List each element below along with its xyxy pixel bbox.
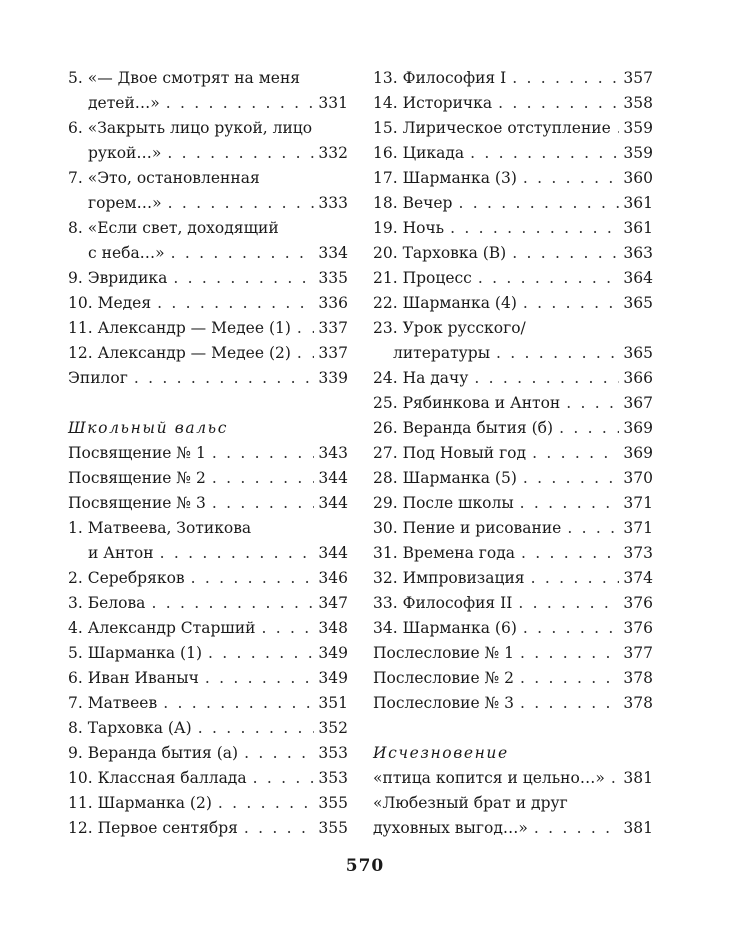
toc-entry [68,141,348,166]
toc-entry [373,816,653,841]
toc-entry-page: 365 [623,294,653,312]
toc-entry [68,516,348,541]
toc-entry [373,516,653,541]
toc-entry-title: 10. Классная баллада [68,769,247,787]
toc-entry-page: 333 [318,194,348,212]
toc-entry-page: 366 [623,369,653,387]
toc-entry-title: 2. Серебряков [68,569,185,587]
dot-leader [523,616,620,641]
toc-entry [68,466,348,491]
dot-leader [166,91,315,116]
toc-entry-title: Посвящение № 3 [68,494,206,512]
toc-entry-title: 24. На дачу [373,369,469,387]
toc-entry [68,716,348,741]
toc-entry [373,66,653,91]
toc-right-column [373,66,653,841]
toc-entry-title: 12. Первое сентября [68,819,238,837]
section-heading: Исчезновение [373,744,509,762]
toc-entry-title: 6. «Закрыть лицо рукой, лицо [68,119,313,137]
toc-entry-title: Посвящение № 1 [68,444,206,462]
toc-entry-title: 17. Шарманка (3) [373,169,517,187]
toc-entry-title: Послесловие № 1 [373,644,515,662]
toc-entry-page: 377 [623,644,653,662]
dot-leader [163,691,314,716]
toc-entry [68,66,348,91]
toc-entry [68,541,348,566]
dot-leader [261,616,314,641]
toc-entry [68,116,348,141]
toc-entry-title: 14. Историчка [373,94,493,112]
toc-entry [373,641,653,666]
toc-entry-title: духовных выгод…» [373,819,528,837]
toc-entry-page: 361 [623,194,653,212]
dot-leader [523,291,620,316]
toc-entry-title: 10. Медея [68,294,152,312]
dot-leader [160,541,315,566]
toc-entry [373,316,653,341]
toc-entry-title: 8. Тарховка (А) [68,719,192,737]
toc-entry-title: 31. Времена года [373,544,516,562]
toc-entry [68,316,348,341]
dot-leader [520,641,619,666]
toc-entry-page: 363 [623,244,653,262]
toc-entry [373,266,653,291]
toc-entry-title: 6. Иван Иваныч [68,669,199,687]
dot-leader [212,441,315,466]
toc-entry-title: горем…» [88,194,162,212]
toc-entry [68,241,348,266]
toc-entry [68,366,348,391]
dot-leader [534,816,620,841]
toc-entry-title: 30. Пение и рисование [373,519,562,537]
dot-leader [297,316,314,341]
toc-entry-page: 353 [318,769,348,787]
toc-entry-title: 15. Лирическое отступление [373,119,611,137]
toc-entry-page: 371 [623,519,653,537]
dot-leader [198,716,315,741]
toc-entry [68,691,348,716]
toc-entry-page: 381 [623,769,653,787]
toc-left-column [68,66,348,841]
toc-entry [68,766,348,791]
dot-leader [212,491,315,516]
toc-entry-page: 334 [318,244,348,262]
toc-entry [373,141,653,166]
toc-entry-title: 19. Ночь [373,219,445,237]
toc-entry [68,91,348,116]
toc-entry-page: 371 [623,494,653,512]
dot-leader [520,666,619,691]
toc-entry-title: 5. «— Двое смотрят на меня [68,69,301,87]
toc-entry-title: 13. Философия I [373,69,507,87]
dot-leader [450,216,619,241]
toc-entry [68,591,348,616]
toc-entry-title: Послесловие № 3 [373,694,515,712]
dot-leader [134,366,315,391]
toc-entry-title: 18. Вечер [373,194,453,212]
dot-leader [244,816,314,841]
dot-leader [297,341,314,366]
dot-leader [559,416,619,441]
dot-leader [532,441,619,466]
toc-entry [373,541,653,566]
toc-entry-page: 339 [318,369,348,387]
toc-entry [68,166,348,191]
dot-leader [498,91,619,116]
toc-entry-page: 361 [623,219,653,237]
toc-entry [373,416,653,441]
dot-leader [496,341,619,366]
toc-entry-title: 33. Философия II [373,594,513,612]
toc-entry-title: 22. Шарманка (4) [373,294,517,312]
toc-entry-title: 11. Александр — Медее (1) [68,319,291,337]
toc-entry-page: 373 [623,544,653,562]
toc-entry-title: 4. Александр Старший [68,619,256,637]
toc-entry-title: Послесловие № 2 [373,669,515,687]
toc-entry [373,566,653,591]
toc-entry-title: 21. Процесс [373,269,472,287]
toc-entry-page: 352 [318,719,348,737]
toc-entry-title: 9. Веранда бытия (а) [68,744,239,762]
toc-entry-page: 378 [623,694,653,712]
dot-leader [168,191,315,216]
dot-leader [523,466,620,491]
toc-entry-title: 16. Цикада [373,144,465,162]
toc-entry-title: «Любезный брат и друг [373,794,568,812]
toc-entry-title: 11. Шарманка (2) [68,794,212,812]
toc-entry [68,216,348,241]
section-heading: Школьный вальс [68,419,228,437]
dot-leader [191,566,315,591]
toc-entry-title: 12. Александр — Медее (2) [68,344,291,362]
dot-leader [157,291,314,316]
toc-entry [373,491,653,516]
dot-leader [611,766,620,791]
toc-entry-page: 332 [318,144,348,162]
toc-entry-page: 376 [623,594,653,612]
toc-entry [373,191,653,216]
dot-leader [567,516,619,541]
toc-entry-page: 351 [318,694,348,712]
toc-entry-page: 364 [623,269,653,287]
dot-leader [520,491,620,516]
toc-entry [373,116,653,141]
dot-leader [478,266,620,291]
toc-entry [373,591,653,616]
toc-entry-page: 360 [623,169,653,187]
dot-leader [171,241,315,266]
toc-entry-page: 370 [623,469,653,487]
page-number: 570 [345,856,385,876]
toc-entry-title: 28. Шарманка (5) [373,469,517,487]
toc-entry [68,491,348,516]
toc-entry [68,741,348,766]
toc-entry [373,766,653,791]
dot-leader [218,791,315,816]
toc-entry [373,341,653,366]
dot-leader [205,666,315,691]
toc-entry-title: «птица копится и цельно…» [373,769,605,787]
toc-entry-title: детей…» [88,94,160,112]
toc-entry-title: 9. Эвридика [68,269,168,287]
toc-entry [373,166,653,191]
toc-entry-title: Эпилог [68,369,128,387]
dot-leader [212,466,315,491]
toc-entry [373,91,653,116]
toc-entry-title: 27. Под Новый год [373,444,527,462]
toc-entry [68,266,348,291]
section-gap [373,716,653,741]
dot-leader [244,741,314,766]
toc-entry-title: 23. Урок русского/ [373,319,526,337]
dot-leader [521,541,619,566]
toc-entry-page: 374 [623,569,653,587]
toc-entry-page: 336 [318,294,348,312]
dot-leader [151,591,314,616]
dot-leader [474,366,619,391]
toc-entry-title: и Антон [88,544,154,562]
toc-entry-title: 20. Тарховка (В) [373,244,507,262]
toc-entry-title: 8. «Если свет, доходящий [68,219,279,237]
toc-entry-title: 5. Шарманка (1) [68,644,203,662]
toc-entry-page: 369 [623,419,653,437]
dot-leader [566,391,619,416]
toc-entry-page: 349 [318,669,348,687]
toc-entry-title: рукой…» [88,144,162,162]
dot-leader [531,566,620,591]
toc-entry-page: 335 [318,269,348,287]
toc-entry-page: 349 [318,644,348,662]
toc-entry-page: 367 [623,394,653,412]
toc-entry-page: 378 [623,669,653,687]
toc-entry-page: 359 [623,119,653,137]
toc-entry-page: 365 [623,344,653,362]
toc-entry-title: 26. Веранда бытия (б) [373,419,554,437]
toc-entry [373,366,653,391]
toc-entry [68,441,348,466]
toc-entry [373,666,653,691]
toc-entry-title: 25. Рябинкова и Антон [373,394,561,412]
toc-entry-page: 358 [623,94,653,112]
toc-entry-page: 347 [318,594,348,612]
toc-entry-title: 34. Шарманка (6) [373,619,517,637]
toc-entry-title: 7. «Это, остановленная [68,169,260,187]
toc-entry [68,341,348,366]
dot-leader [458,191,619,216]
toc-entry [373,691,653,716]
toc-entry [68,641,348,666]
toc-entry-title: 3. Белова [68,594,146,612]
dot-leader [253,766,315,791]
toc-entry-page: 346 [318,569,348,587]
toc-entry-title: 7. Матвеев [68,694,158,712]
dot-leader [523,166,620,191]
toc-entry [68,816,348,841]
toc-entry [373,441,653,466]
toc-entry [373,291,653,316]
toc-entry [68,291,348,316]
toc-entry [373,466,653,491]
dot-leader [173,266,314,291]
dot-leader [208,641,314,666]
toc-entry-page: 344 [318,469,348,487]
toc-entry-page: 344 [318,544,348,562]
toc-entry [373,791,653,816]
toc-entry-page: 343 [318,444,348,462]
toc-entry [68,791,348,816]
toc-entry-page: 355 [318,819,348,837]
toc-entry [373,391,653,416]
toc-entry-title: 29. После школы [373,494,514,512]
toc-entry-page: 357 [623,69,653,87]
toc-entry-page: 344 [318,494,348,512]
dot-leader [512,66,619,91]
toc-entry [68,666,348,691]
toc-entry-page: 369 [623,444,653,462]
toc-entry [68,566,348,591]
toc-entry-page: 331 [318,94,348,112]
toc-entry-page: 337 [318,344,348,362]
toc-entry-title: Посвящение № 2 [68,469,206,487]
toc-entry [373,216,653,241]
toc-entry-title: 1. Матвеева, Зотикова [68,519,252,537]
dot-leader [617,116,620,141]
toc-entry-page: 353 [318,744,348,762]
toc-entry-page: 355 [318,794,348,812]
toc-entry-title: с неба…» [88,244,165,262]
dot-leader [520,691,619,716]
toc-entry-page: 348 [318,619,348,637]
toc-entry-page: 376 [623,619,653,637]
toc-entry-title: 32. Импровизация [373,569,525,587]
dot-leader [512,241,619,266]
dot-leader [518,591,619,616]
section-gap [68,391,348,416]
toc-entry [68,616,348,641]
toc-entry-page: 337 [318,319,348,337]
toc-entry-page: 381 [623,819,653,837]
dot-leader [470,141,619,166]
toc-entry-title: литературы [393,344,491,362]
toc-entry-page: 359 [623,144,653,162]
toc-entry [68,191,348,216]
dot-leader [167,141,314,166]
toc-entry [373,616,653,641]
toc-entry [373,241,653,266]
